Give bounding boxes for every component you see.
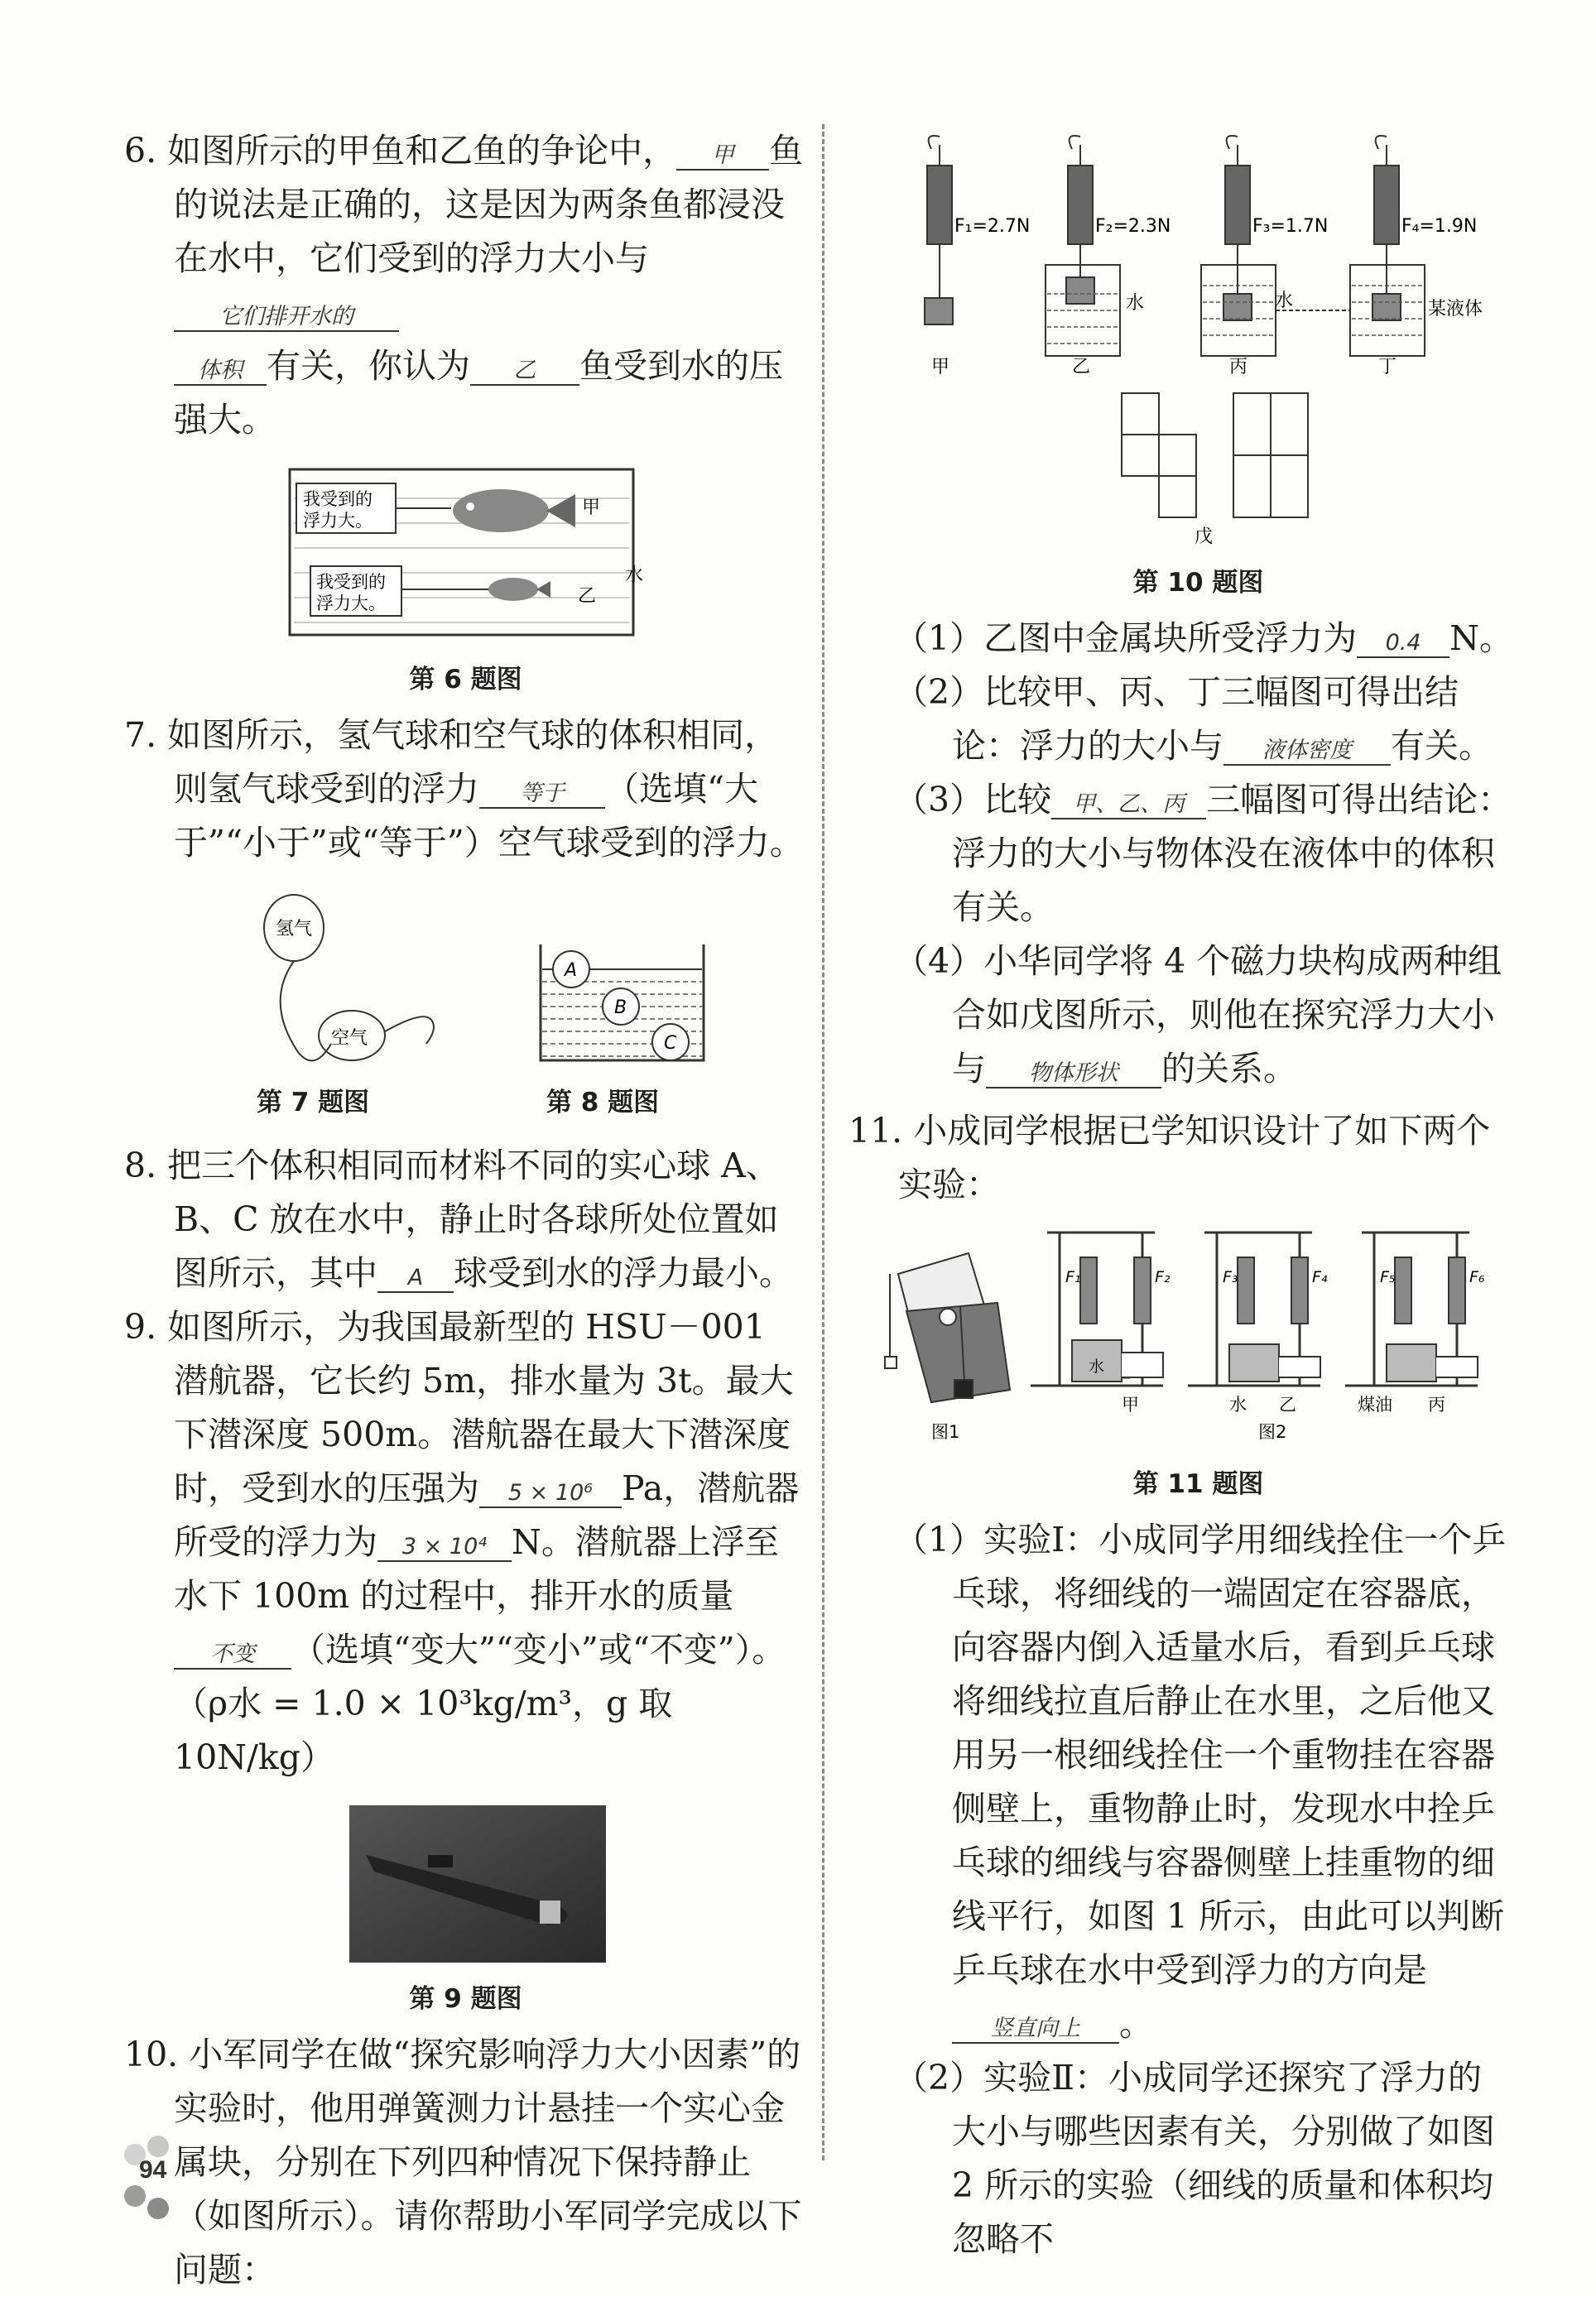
q10-f2-label: F₂=2.3N [1095, 216, 1171, 237]
q7-q8-figures [124, 887, 807, 1081]
q10-sub-1 [882, 612, 1515, 666]
q6-caption: 第 6 题图 [409, 665, 522, 694]
q10-liquid-label: 某液体 [1428, 299, 1483, 320]
q6-text-1: 6. 如图所示的甲鱼和乙鱼的争论中， [124, 131, 677, 171]
q10-label-ding: 丁 [1378, 357, 1397, 377]
fish-jia-label: 甲 [582, 497, 601, 518]
q9-text-3: N。潜航器上浮至水下 100m 的过程中，排开水的质量 [174, 1522, 779, 1616]
q9-text-1: 9. 如图所示，为我国最新型的 HSU－001 潜航器，它长约 5m，排水量为 3t。最大下潜深度 500m。潜航器在最大下潜深度时，受到水的压强为 [124, 1307, 794, 1508]
q7-text-1: 7. 如图所示，氢气球和空气球的体积相同，则氢气球受到的浮力 [124, 715, 779, 809]
q11-s1-text-2: 。 [1119, 2004, 1153, 2044]
q6-text-3: 有关，你认为 [267, 346, 470, 386]
q8-text-1: 8. 把三个体积相同而材料不同的实心球 A、B、C 放在水中，静止时各球所处位置如图所示，其中 [124, 1146, 780, 1293]
q10-label-bing: 丙 [1229, 357, 1248, 377]
question-7 [124, 709, 807, 870]
question-6 [124, 124, 807, 447]
magnet-blocks [1122, 393, 1308, 517]
q9-answer-2: 3 × 10⁴ [377, 1534, 512, 1562]
q11-kerosene-label: 煤油 [1358, 1395, 1392, 1415]
q11-sub-1 [882, 1513, 1515, 2051]
q8-text-2: 球受到水的浮力最小。 [454, 1253, 793, 1293]
q11-yi-label: 乙 [1279, 1395, 1296, 1415]
q10-s1-answer: 0.4 [1357, 630, 1449, 658]
fish-label-1b: 浮力大。 [303, 511, 373, 531]
q7-caption: 第 7 题图 [257, 1088, 370, 1117]
fish-water-label: 水 [625, 565, 644, 586]
q6-answer-2: 它们排开水的 [174, 304, 399, 332]
q10-sub-4 [882, 935, 1515, 1096]
q8-caption: 第 8 题图 [546, 1088, 660, 1117]
ball-b-label: B [614, 997, 627, 1018]
q10-sub-2 [882, 666, 1515, 773]
q10-s4-answer: 物体形状 [986, 1060, 1161, 1088]
fish-jia [453, 489, 575, 532]
fish-label-2b: 浮力大。 [316, 593, 386, 613]
q11-caption: 第 11 题图 [1132, 1469, 1264, 1499]
q11-f5-label: F₅ [1380, 1268, 1396, 1286]
q10-water-label-2: 水 [1275, 291, 1294, 311]
q10-s2-text-1: （2）比较甲、丙、丁三幅图可得出结论：浮力的大小与 [894, 672, 1459, 766]
q9-answer-3: 不变 [174, 1641, 291, 1670]
fish-label-2a: 我受到的 [316, 572, 386, 592]
q11-fig1 [885, 1253, 1010, 1402]
q10-s2-answer: 液体密度 [1223, 738, 1391, 766]
q10-text-1: 10. 小军同学在做“探究影响浮力大小因素”的实验时，他用弹簧测力计悬挂一个实心金属块，分别在下列四种情况下保持静止（如图所示）。请你帮助小军同学完成以下问题： [124, 2035, 802, 2290]
q11-jia-label: 甲 [1122, 1395, 1139, 1415]
q10-s1-text-1: （1）乙图中金属块所受浮力为 [894, 618, 1358, 658]
q11-f3-label: F₃ [1223, 1268, 1238, 1286]
q7-q8-captions [124, 1081, 807, 1131]
q11-f6-label: F₆ [1469, 1268, 1485, 1286]
q11-water-label-2: 水 [1229, 1395, 1247, 1415]
q11-fig2-label: 图2 [1258, 1422, 1287, 1442]
q6-answer-1: 甲 [676, 142, 769, 171]
q7-text-2: （选填“大于”“小于”或“等于”）空气球受到的浮力。 [174, 769, 804, 863]
q11-fig1-label: 图1 [931, 1422, 960, 1442]
q6-answer-2b: 体积 [174, 358, 267, 386]
balls-in-water-figure [541, 944, 704, 1060]
q11-text-1: 11. 小成同学根据已学知识设计了如下两个实验： [848, 1111, 1491, 1204]
q10-s3-answer: 甲、乙、丙 [1051, 791, 1206, 819]
q11-water-label: 水 [1089, 1358, 1105, 1376]
q6-answer-3: 乙 [470, 358, 579, 386]
column-divider [822, 124, 824, 2160]
q7-answer-1: 等于 [479, 781, 605, 809]
q10-f4-label: F₄=1.9N [1401, 216, 1478, 237]
page-number: 94 [139, 2156, 167, 2184]
q6-text-2: 鱼的说法是正确的，这是因为两条鱼都浸没在水中，它们受到的浮力大小与 [174, 131, 804, 278]
submarine-photo [349, 1805, 606, 1963]
q11-bing-label: 丙 [1428, 1395, 1445, 1415]
right-column [848, 132, 1515, 2266]
q10-figure [882, 132, 1515, 546]
q11-figure [882, 1224, 1515, 1448]
q11-s1-answer: 竖直向上 [952, 2016, 1119, 2044]
balloon-air-label: 空气 [331, 1028, 368, 1049]
balloons-and-balls-figure [124, 887, 807, 1081]
q10-f3-label: F₃=1.7N [1252, 216, 1329, 237]
left-column [124, 124, 807, 2297]
q8-answer-1: A [377, 1265, 454, 1293]
question-9 [124, 1300, 807, 1785]
ball-c-label: C [664, 1033, 677, 1054]
q9-text-4: （选填“变大”“变小”或“不变”）。（ρ水 = 1.0 × 10³kg/m³，g 取 10N/kg） [174, 1630, 786, 1777]
question-8 [124, 1139, 807, 1300]
fish-figure [124, 465, 807, 643]
q10-sub-3 [882, 773, 1515, 935]
q10-label-jia: 甲 [931, 357, 950, 377]
fish-label-1a: 我受到的 [303, 489, 373, 509]
q10-s4-text-2: 的关系。 [1161, 1049, 1297, 1088]
q11-sub-2 [882, 2051, 1515, 2266]
q11-f1-label: F₁ [1065, 1268, 1081, 1286]
question-11 [848, 1104, 1515, 1212]
balloon-hydrogen-label: 氢气 [276, 919, 313, 939]
q11-s2-text-1: （2）实验Ⅱ：小成同学还探究了浮力的大小与哪些因素有关，分别做了如图 2 所示的实验（细线的质量和体积均忽略不 [894, 2058, 1495, 2259]
q9-caption: 第 9 题图 [409, 1984, 522, 2014]
q10-caption: 第 10 题图 [1132, 568, 1264, 598]
q10-water-label-1: 水 [1126, 293, 1145, 314]
q9-answer-1: 5 × 10⁶ [479, 1480, 622, 1508]
q10-label-wu: 戊 [1195, 526, 1214, 546]
q9-text-2: Pa，潜航器所受的浮力为 [174, 1468, 800, 1562]
q10-s1-text-2: N。 [1449, 618, 1513, 658]
q10-label-yi: 乙 [1072, 357, 1091, 377]
q10-s4-text-1: （4）小华同学将 4 个磁力块构成两种组合如戊图所示，则他在探究浮力大小与 [894, 941, 1502, 1088]
q11-s1-text-1: （1）实验Ⅰ：小成同学用细线拴住一个乒乓球，将细线的一端固定在容器底，向容器内倒入适量水后，看到乒乓球将细线拉直后静止在水里，之后他又用另一根细线拴住一个重物挂在容器侧壁上，重物静止时，发现水中拴乒乓球的细线与容器侧壁上挂重物的细线平行，如图 1 所示，由此可以判断乒乓球在水中受到浮力的方向是 [894, 1520, 1507, 1990]
q10-s3-text-2: 三幅图可得出结论：浮力的大小与物体没在液体中的体积有关。 [952, 780, 1512, 927]
q10-s3-text-1: （3）比较 [894, 780, 1052, 819]
q11-f2-label: F₂ [1155, 1268, 1171, 1286]
q10-s2-text-2: 有关。 [1391, 726, 1493, 766]
ball-a-label: A [565, 960, 578, 981]
q10-f1-label: F₁=2.7N [954, 216, 1031, 237]
question-10 [124, 2028, 807, 2297]
q6-text-4: 鱼受到水的压强大。 [174, 346, 783, 440]
fish-yi-label: 乙 [578, 586, 597, 607]
q11-f4-label: F₄ [1312, 1268, 1328, 1286]
